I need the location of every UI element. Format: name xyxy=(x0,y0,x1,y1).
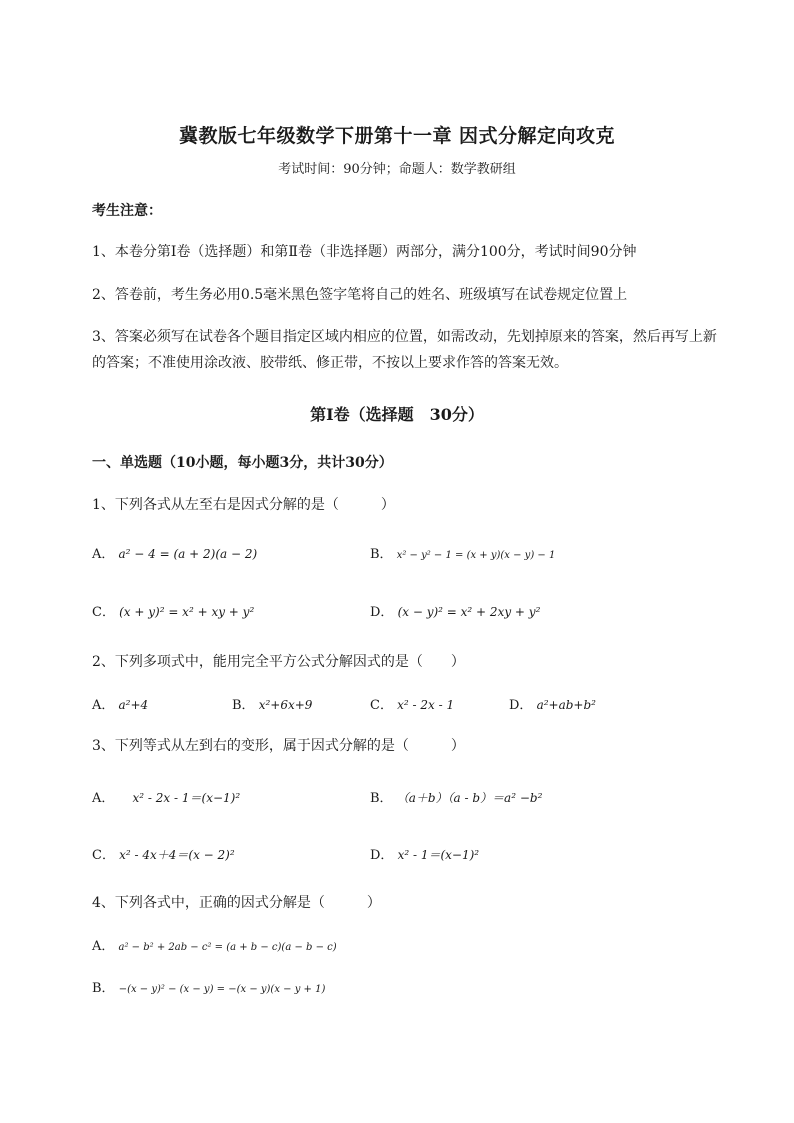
question-1-stem: 1、下列各式从左至右是因式分解的是（ ） xyxy=(92,497,395,513)
notice-item-3-line-2: 的答案；不准使用涂改液、胶带纸、修正带，不按以上要求作答的答案无效。 xyxy=(92,355,568,371)
option-formula: （a＋b）（a - b）＝a² −b² xyxy=(396,791,543,805)
question-2-stem: 2、下列多项式中，能用完全平方公式分解因式的是（ ） xyxy=(92,654,465,670)
option-formula: −(x − y)² − (x − y) = −(x − y)(x − y + 1) xyxy=(118,984,326,995)
option-letter: B． xyxy=(370,791,393,806)
option-formula: a² − b² + 2ab − c² = (a + b − c)(a − b − c) xyxy=(118,942,337,953)
question-1-option-a xyxy=(92,543,257,562)
option-letter: C． xyxy=(92,605,115,620)
page-title: 冀教版七年级数学下册第十一章 因式分解定向攻克 xyxy=(178,125,616,147)
question-1-option-c xyxy=(92,601,254,620)
option-formula: (x + y)² = x² + xy + y² xyxy=(119,605,255,619)
notice-item-2: 2、答卷前，考生务必用0.5毫米黑色签字笔将自己的姓名、班级填写在试卷规定位置上 xyxy=(92,287,628,303)
question-2-option-c xyxy=(370,694,454,713)
question-4-option-b xyxy=(92,977,325,996)
section-title: 第I卷（选择题 30分） xyxy=(310,405,484,424)
question-1-option-d xyxy=(370,601,540,620)
option-letter: C． xyxy=(370,698,393,713)
option-letter: A． xyxy=(92,547,115,562)
option-letter: D． xyxy=(509,698,533,713)
question-2-option-d xyxy=(509,694,596,713)
part-heading: 一、单选题（10小题，每小题3分，共计30分） xyxy=(92,455,393,471)
option-letter: B． xyxy=(92,981,115,996)
question-3-option-b xyxy=(370,787,542,806)
question-2-option-b xyxy=(232,694,312,713)
option-formula: (x − y)² = x² + 2xy + y² xyxy=(397,605,541,619)
option-letter: A． xyxy=(92,791,115,806)
option-letter: B． xyxy=(370,547,393,562)
question-3-option-c xyxy=(92,844,235,863)
option-formula: a²+ab+b² xyxy=(536,698,596,712)
question-2-option-a xyxy=(92,694,148,713)
exam-info: 考试时间：90分钟；命题人：数学教研组 xyxy=(278,162,516,177)
notice-heading: 考生注意： xyxy=(92,203,162,219)
option-formula: x² - 2x - 1 xyxy=(397,698,455,712)
option-formula: x² - 1＝(x−1)² xyxy=(397,848,480,862)
question-4-stem: 4、下列各式中，正确的因式分解是（ ） xyxy=(92,895,381,911)
notice-item-3-line-1: 3、答案必须写在试卷各个题目指定区域内相应的位置，如需改动，先划掉原来的答案，然后再写上新 xyxy=(92,329,717,345)
option-formula: x² - 4x＋4＝(x − 2)² xyxy=(119,848,235,862)
option-letter: D． xyxy=(370,605,394,620)
option-letter: C． xyxy=(92,848,115,863)
question-3-option-a xyxy=(92,787,240,806)
question-3-stem: 3、下列等式从左到右的变形，属于因式分解的是（ ） xyxy=(92,738,465,754)
option-letter: A． xyxy=(92,698,115,713)
option-formula: x²+6x+9 xyxy=(258,698,313,712)
question-3-option-d xyxy=(370,844,479,863)
option-formula: x² - 2x - 1＝(x−1)² xyxy=(132,791,241,805)
option-formula: a² − 4 = (a + 2)(a − 2) xyxy=(118,547,258,561)
option-formula: a²+4 xyxy=(118,698,149,712)
question-4-option-a xyxy=(92,935,337,954)
question-1-option-b xyxy=(370,543,555,562)
notice-item-1: 1、本卷分第I卷（选择题）和第Ⅱ卷（非选择题）两部分，满分100分，考试时间90分钟 xyxy=(92,244,637,260)
option-formula: x² − y² − 1 = (x + y)(x − y) − 1 xyxy=(396,550,556,561)
option-letter: D． xyxy=(370,848,394,863)
option-letter: A． xyxy=(92,939,115,954)
option-letter: B． xyxy=(232,698,255,713)
